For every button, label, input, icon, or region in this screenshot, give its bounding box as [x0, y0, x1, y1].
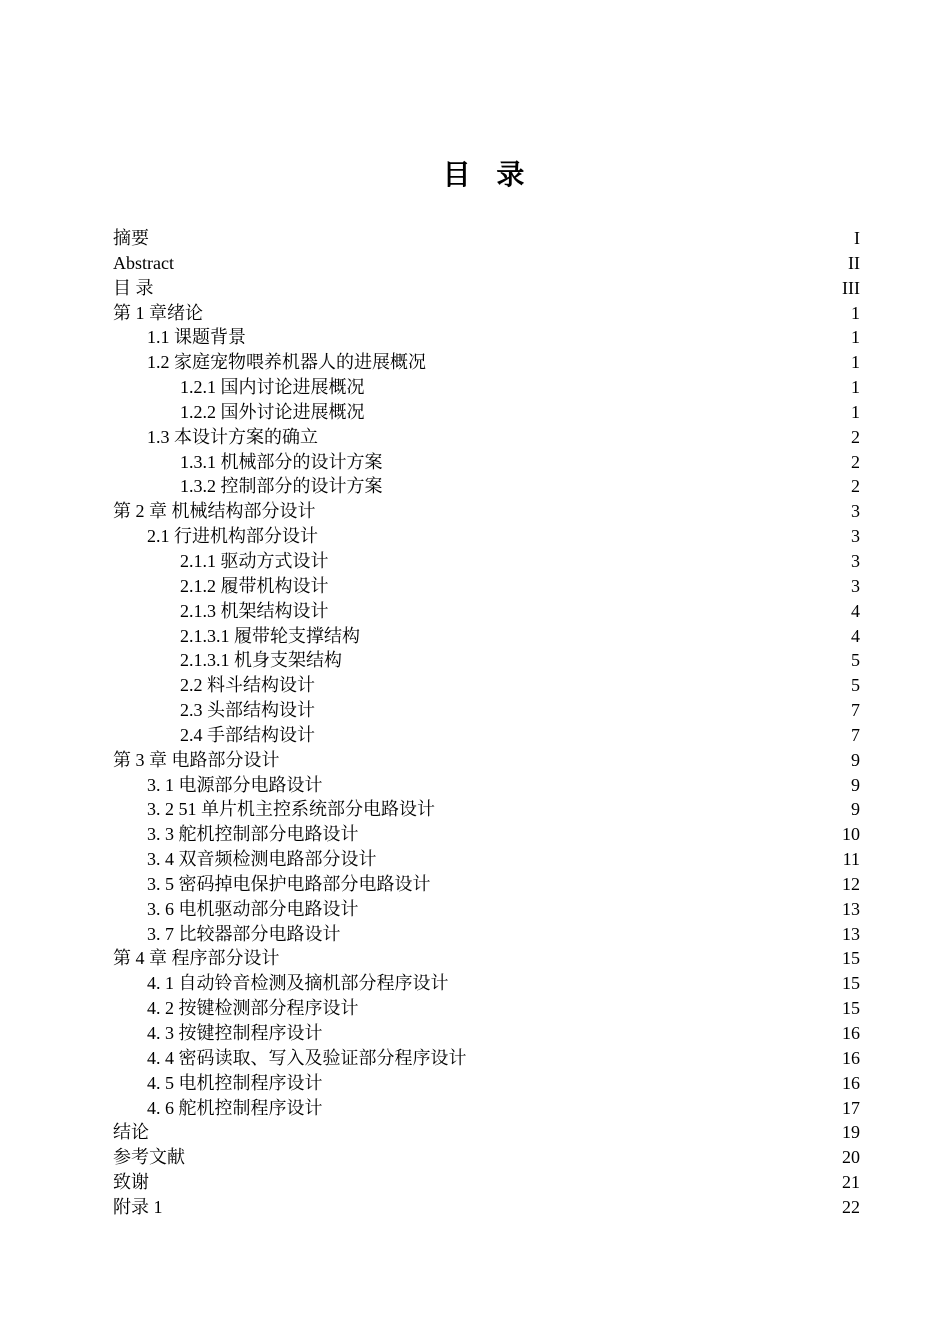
toc-entry[interactable]	[113, 301, 860, 326]
toc-entry-label: 1.2 家庭宠物喂养机器人的进展概况	[147, 352, 426, 373]
toc-entry-page-number: 22	[842, 1196, 860, 1217]
toc-entry-label: 2.1.3.1 机身支架结构	[180, 650, 342, 671]
toc-entry-page-number: 1	[851, 327, 860, 348]
toc-entry-page-number: 3	[851, 526, 860, 547]
toc-entry-label: 2.1.3 机架结构设计	[180, 600, 329, 621]
table-of-contents	[113, 226, 860, 1220]
toc-entry-page-number: 1	[851, 352, 860, 373]
toc-entry-page-number: 4	[851, 600, 860, 621]
toc-entry-page-number: 15	[842, 948, 860, 969]
toc-entry-label: 结论	[113, 1122, 149, 1143]
toc-entry-page-number: 9	[851, 774, 860, 795]
toc-entry[interactable]	[113, 1021, 860, 1046]
toc-entry-page-number: 2	[851, 426, 860, 447]
toc-entry-label: 参考文献	[113, 1147, 185, 1168]
toc-entry-label: 1.1 课题背景	[147, 327, 246, 348]
toc-entry-label: 4. 2 按键检测部分程序设计	[147, 998, 359, 1019]
toc-entry[interactable]	[113, 450, 860, 475]
toc-entry-label: 2.2 料斗结构设计	[180, 675, 315, 696]
toc-entry-label: 目 录	[113, 277, 154, 298]
toc-entry-label: 第 3 章 电路部分设计	[113, 749, 280, 770]
toc-entry[interactable]	[113, 773, 860, 798]
toc-entry[interactable]	[113, 624, 860, 649]
toc-entry-label: 致谢	[113, 1172, 149, 1193]
toc-entry[interactable]	[113, 1195, 860, 1220]
toc-entry-page-number: 13	[842, 898, 860, 919]
toc-entry[interactable]	[113, 599, 860, 624]
toc-entry[interactable]	[113, 474, 860, 499]
toc-entry-page-number: III	[842, 277, 860, 298]
toc-entry[interactable]	[113, 996, 860, 1021]
toc-entry-page-number: 9	[851, 749, 860, 770]
toc-entry-page-number: I	[854, 228, 860, 248]
toc-entry-label: 2.3 头部结构设计	[180, 700, 315, 721]
toc-entry-label: 4. 4 密码读取、写入及验证部分程序设计	[147, 1047, 467, 1068]
toc-entry[interactable]	[113, 946, 860, 971]
toc-entry[interactable]	[113, 822, 860, 847]
page-title: 目 录	[442, 158, 533, 191]
toc-entry-label: 1.2.2 国外讨论进展概况	[180, 401, 365, 422]
toc-entry-label: 3. 1 电源部分电路设计	[147, 774, 323, 795]
toc-entry[interactable]	[113, 400, 860, 425]
toc-entry-label: 3. 5 密码掉电保护电路部分电路设计	[147, 873, 431, 894]
toc-entry-page-number: 13	[842, 923, 860, 944]
toc-entry[interactable]	[113, 1096, 860, 1121]
toc-entry-page-number: 5	[851, 675, 860, 696]
toc-entry-page-number: 2	[851, 451, 860, 472]
toc-entry-label: 4. 6 舵机控制程序设计	[147, 1097, 323, 1118]
toc-entry-page-number: 16	[842, 1072, 860, 1093]
toc-entry-label: 1.3 本设计方案的确立	[147, 426, 318, 447]
toc-entry-page-number: 10	[842, 824, 860, 845]
toc-entry-page-number: II	[848, 252, 860, 273]
toc-entry-page-number: 15	[842, 973, 860, 994]
toc-entry-label: 3. 7 比较器部分电路设计	[147, 923, 341, 944]
toc-entry-label: 2.1.2 履带机构设计	[180, 575, 329, 596]
toc-entry-page-number: 1	[851, 401, 860, 422]
toc-entry-page-number: 7	[851, 700, 860, 721]
toc-entry-page-number: 2	[851, 476, 860, 497]
toc-entry-page-number: 16	[842, 1047, 860, 1068]
toc-entry[interactable]	[113, 499, 860, 524]
toc-entry[interactable]	[113, 375, 860, 400]
toc-entry-page-number: 20	[842, 1147, 860, 1168]
toc-entry[interactable]	[113, 350, 860, 375]
toc-entry-label: 1.2.1 国内讨论进展概况	[180, 377, 365, 398]
toc-entry-page-number: 17	[842, 1097, 860, 1118]
toc-entry-page-number: 9	[851, 799, 860, 820]
toc-entry[interactable]	[113, 797, 860, 822]
toc-entry-label: 第 1 章绪论	[113, 302, 203, 323]
toc-entry[interactable]	[113, 872, 860, 897]
toc-entry[interactable]	[113, 648, 860, 673]
toc-entry[interactable]	[113, 1145, 860, 1170]
toc-entry[interactable]	[113, 847, 860, 872]
toc-entry-page-number: 3	[851, 575, 860, 596]
toc-entry[interactable]	[113, 1170, 860, 1195]
toc-entry[interactable]	[113, 723, 860, 748]
toc-entry[interactable]	[113, 1046, 860, 1071]
toc-entry[interactable]	[113, 549, 860, 574]
toc-entry-label: 3. 3 舵机控制部分电路设计	[147, 824, 359, 845]
toc-entry-label: 2.1.1 驱动方式设计	[180, 550, 329, 571]
toc-entry-page-number: 11	[842, 849, 860, 870]
toc-entry[interactable]	[113, 524, 860, 549]
toc-entry[interactable]	[113, 226, 860, 251]
toc-entry[interactable]	[113, 971, 860, 996]
toc-entry-page-number: 3	[851, 550, 860, 571]
toc-entry[interactable]	[113, 325, 860, 350]
toc-entry-page-number: 1	[851, 377, 860, 398]
toc-entry-label: 1.3.1 机械部分的设计方案	[180, 451, 383, 472]
toc-entry-label: 第 2 章 机械结构部分设计	[113, 501, 316, 522]
toc-entry-page-number: 1	[851, 302, 860, 323]
toc-entry-label: 摘要	[113, 228, 149, 248]
toc-entry-label: 1.3.2 控制部分的设计方案	[180, 476, 383, 497]
toc-entry[interactable]	[113, 897, 860, 922]
toc-entry-label: 2.1.3.1 履带轮支撑结构	[180, 625, 360, 646]
toc-entry-label: 4. 3 按键控制程序设计	[147, 1023, 323, 1043]
toc-entry-page-number: 12	[842, 873, 860, 894]
toc-entry[interactable]	[113, 748, 860, 773]
toc-entry-page-number: 19	[842, 1122, 860, 1143]
toc-entry[interactable]	[113, 673, 860, 698]
toc-entry-page-number: 7	[851, 724, 860, 745]
toc-entry[interactable]	[113, 698, 860, 723]
toc-entry-label: 3. 2 51 单片机主控系统部分电路设计	[147, 799, 435, 820]
toc-entry-page-number: 16	[842, 1023, 860, 1043]
toc-entry[interactable]	[113, 425, 860, 450]
toc-entry[interactable]	[113, 276, 860, 301]
toc-entry-label: Abstract	[113, 252, 174, 273]
toc-entry[interactable]	[113, 574, 860, 599]
toc-entry-label: 2.4 手部结构设计	[180, 724, 315, 745]
toc-entry-label: 2.1 行进机构部分设计	[147, 526, 318, 547]
toc-entry-label: 4. 5 电机控制程序设计	[147, 1072, 323, 1093]
toc-entry[interactable]	[113, 1120, 860, 1145]
toc-entry-label: 3. 4 双音频检测电路部分设计	[147, 849, 377, 870]
toc-entry-page-number: 21	[842, 1172, 860, 1193]
toc-entry-label: 4. 1 自动铃音检测及摘机部分程序设计	[147, 973, 449, 994]
toc-entry[interactable]	[113, 922, 860, 947]
toc-entry-page-number: 5	[851, 650, 860, 671]
toc-entry-label: 附录 1	[113, 1196, 163, 1217]
toc-entry[interactable]	[113, 1071, 860, 1096]
toc-entry-page-number: 4	[851, 625, 860, 646]
toc-entry-label: 3. 6 电机驱动部分电路设计	[147, 898, 359, 919]
toc-entry-label: 第 4 章 程序部分设计	[113, 948, 280, 969]
toc-entry-page-number: 3	[851, 501, 860, 522]
toc-entry-page-number: 15	[842, 998, 860, 1019]
toc-entry[interactable]	[113, 251, 860, 276]
